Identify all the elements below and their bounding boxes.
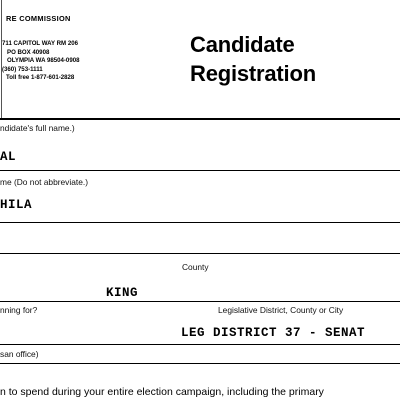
form-title: [190, 30, 316, 88]
agency-address: [2, 40, 79, 83]
running-for-label: nning for?: [0, 305, 38, 315]
address-line: 711 CAPITOL WAY RM 206: [2, 40, 78, 47]
full-name-label: ndidate's full name.): [0, 123, 75, 133]
address-line: Toll free 1-877-601-2828: [6, 74, 75, 81]
form-title-line2: Registration: [190, 61, 316, 86]
county-value: KING: [106, 286, 139, 300]
full-name-value: AL: [0, 150, 17, 164]
divider: [0, 344, 400, 345]
district-label: Legislative District, County or City: [218, 305, 344, 315]
divider: [0, 170, 400, 171]
address-line: (360) 753-1111: [2, 65, 43, 73]
divider: [0, 222, 400, 223]
ballot-name-value: HILA: [0, 198, 33, 212]
county-label: County: [182, 262, 209, 272]
address-line: OLYMPIA WA 98504-0908: [7, 57, 80, 64]
divider: [0, 301, 400, 302]
partisan-label: san office): [0, 349, 39, 359]
agency-name: RE COMMISSION: [6, 14, 71, 23]
form-title-line1: Candidate: [190, 32, 295, 57]
divider: [0, 118, 400, 120]
divider: [0, 253, 400, 254]
divider: [0, 363, 400, 364]
ballot-name-label: me (Do not abbreviate.): [0, 177, 88, 187]
address-line: PO BOX 40908: [7, 48, 50, 56]
district-value: LEG DISTRICT 37 - SENAT: [181, 326, 366, 340]
spending-question: n to spend during your entire election campaign, including the primary: [0, 386, 324, 398]
